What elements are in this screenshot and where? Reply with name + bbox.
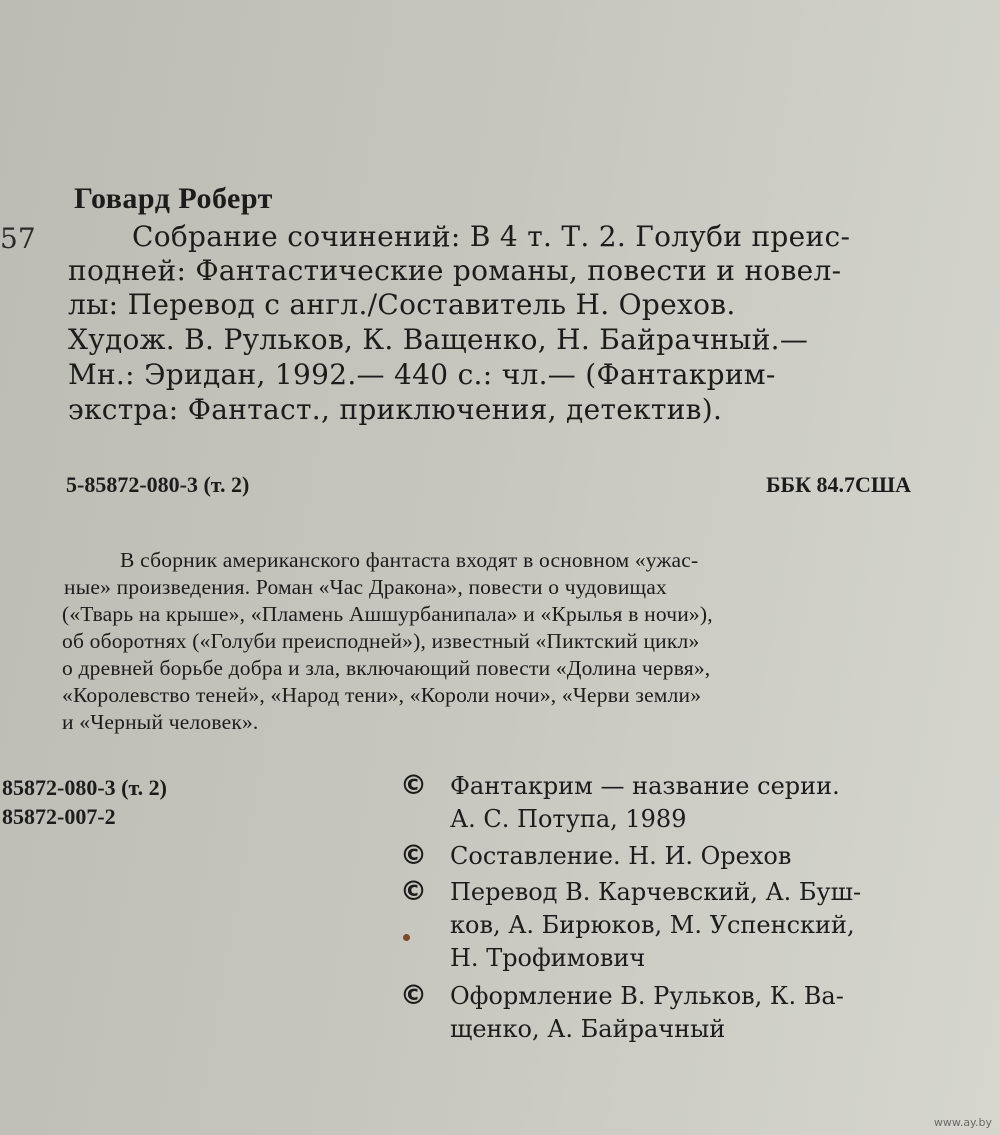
copyright-icon: © bbox=[400, 840, 427, 871]
bbk-code: ББК 84.7США bbox=[766, 472, 911, 497]
isbn-set: 85872-007-2 bbox=[2, 804, 116, 829]
isbn-number: 5-85872-080-3 (т. 2) bbox=[66, 472, 250, 497]
isbn-volume: 85872-080-3 (т. 2) bbox=[2, 775, 167, 800]
copyright-icon: © bbox=[400, 770, 427, 801]
abstract-line: В сборник американского фантаста входят в основном «ужас- bbox=[120, 548, 699, 572]
watermark: www.ay.by bbox=[933, 1116, 992, 1129]
entry-line: подней: Фантастические романы, повести и новел- bbox=[68, 254, 842, 287]
entry-line: Собрание сочинений: В 4 т. Т. 2. Голуби преис- bbox=[132, 220, 851, 253]
author-name: Говард Роберт bbox=[74, 182, 273, 215]
copyright-line: ков, А. Бирюков, М. Успенский, bbox=[450, 911, 855, 939]
copyright-icon: © bbox=[400, 876, 427, 907]
copyright-line: Составление. Н. И. Орехов bbox=[450, 842, 792, 870]
abstract-line: ные» произведения. Роман «Час Дракона», повести о чудовищах bbox=[64, 575, 667, 599]
copyright-line: Н. Трофимович bbox=[450, 944, 646, 972]
ink-speck bbox=[403, 934, 410, 941]
entry-line: Худож. В. Рульков, К. Ващенко, Н. Байрачный.— bbox=[68, 323, 809, 356]
abstract-line: «Королевство теней», «Народ тени», «Короли ночи», «Черви земли» bbox=[62, 683, 702, 707]
margin-number: 57 bbox=[0, 222, 36, 255]
copyright-icon: © bbox=[400, 980, 427, 1011]
entry-line: экстра: Фантаст., приключения, детектив). bbox=[68, 393, 723, 426]
copyright-line: Оформление В. Рульков, К. Ва- bbox=[450, 982, 844, 1010]
copyright-line: щенко, А. Байрачный bbox=[450, 1015, 726, 1043]
entry-line: Мн.: Эридан, 1992.— 440 с.: чл.— (Фантакрим- bbox=[68, 358, 776, 391]
abstract-line: об оборотнях («Голуби преисподней»), известный «Пиктский цикл» bbox=[62, 629, 700, 653]
abstract-line: и «Черный человек». bbox=[62, 710, 259, 734]
copyright-line: А. С. Потупа, 1989 bbox=[450, 805, 687, 833]
abstract-line: о древней борьбе добра и зла, включающий повести «Долина червя», bbox=[62, 656, 711, 680]
copyright-line: Перевод В. Карчевский, А. Буш- bbox=[450, 878, 862, 906]
entry-line: лы: Перевод с англ./Составитель Н. Орехов. bbox=[68, 288, 736, 321]
copyright-line: Фантакрим — название серии. bbox=[450, 772, 840, 800]
abstract-line: («Тварь на крыше», «Пламень Ашшурбанипала» и «Крылья в ночи»), bbox=[62, 602, 713, 626]
